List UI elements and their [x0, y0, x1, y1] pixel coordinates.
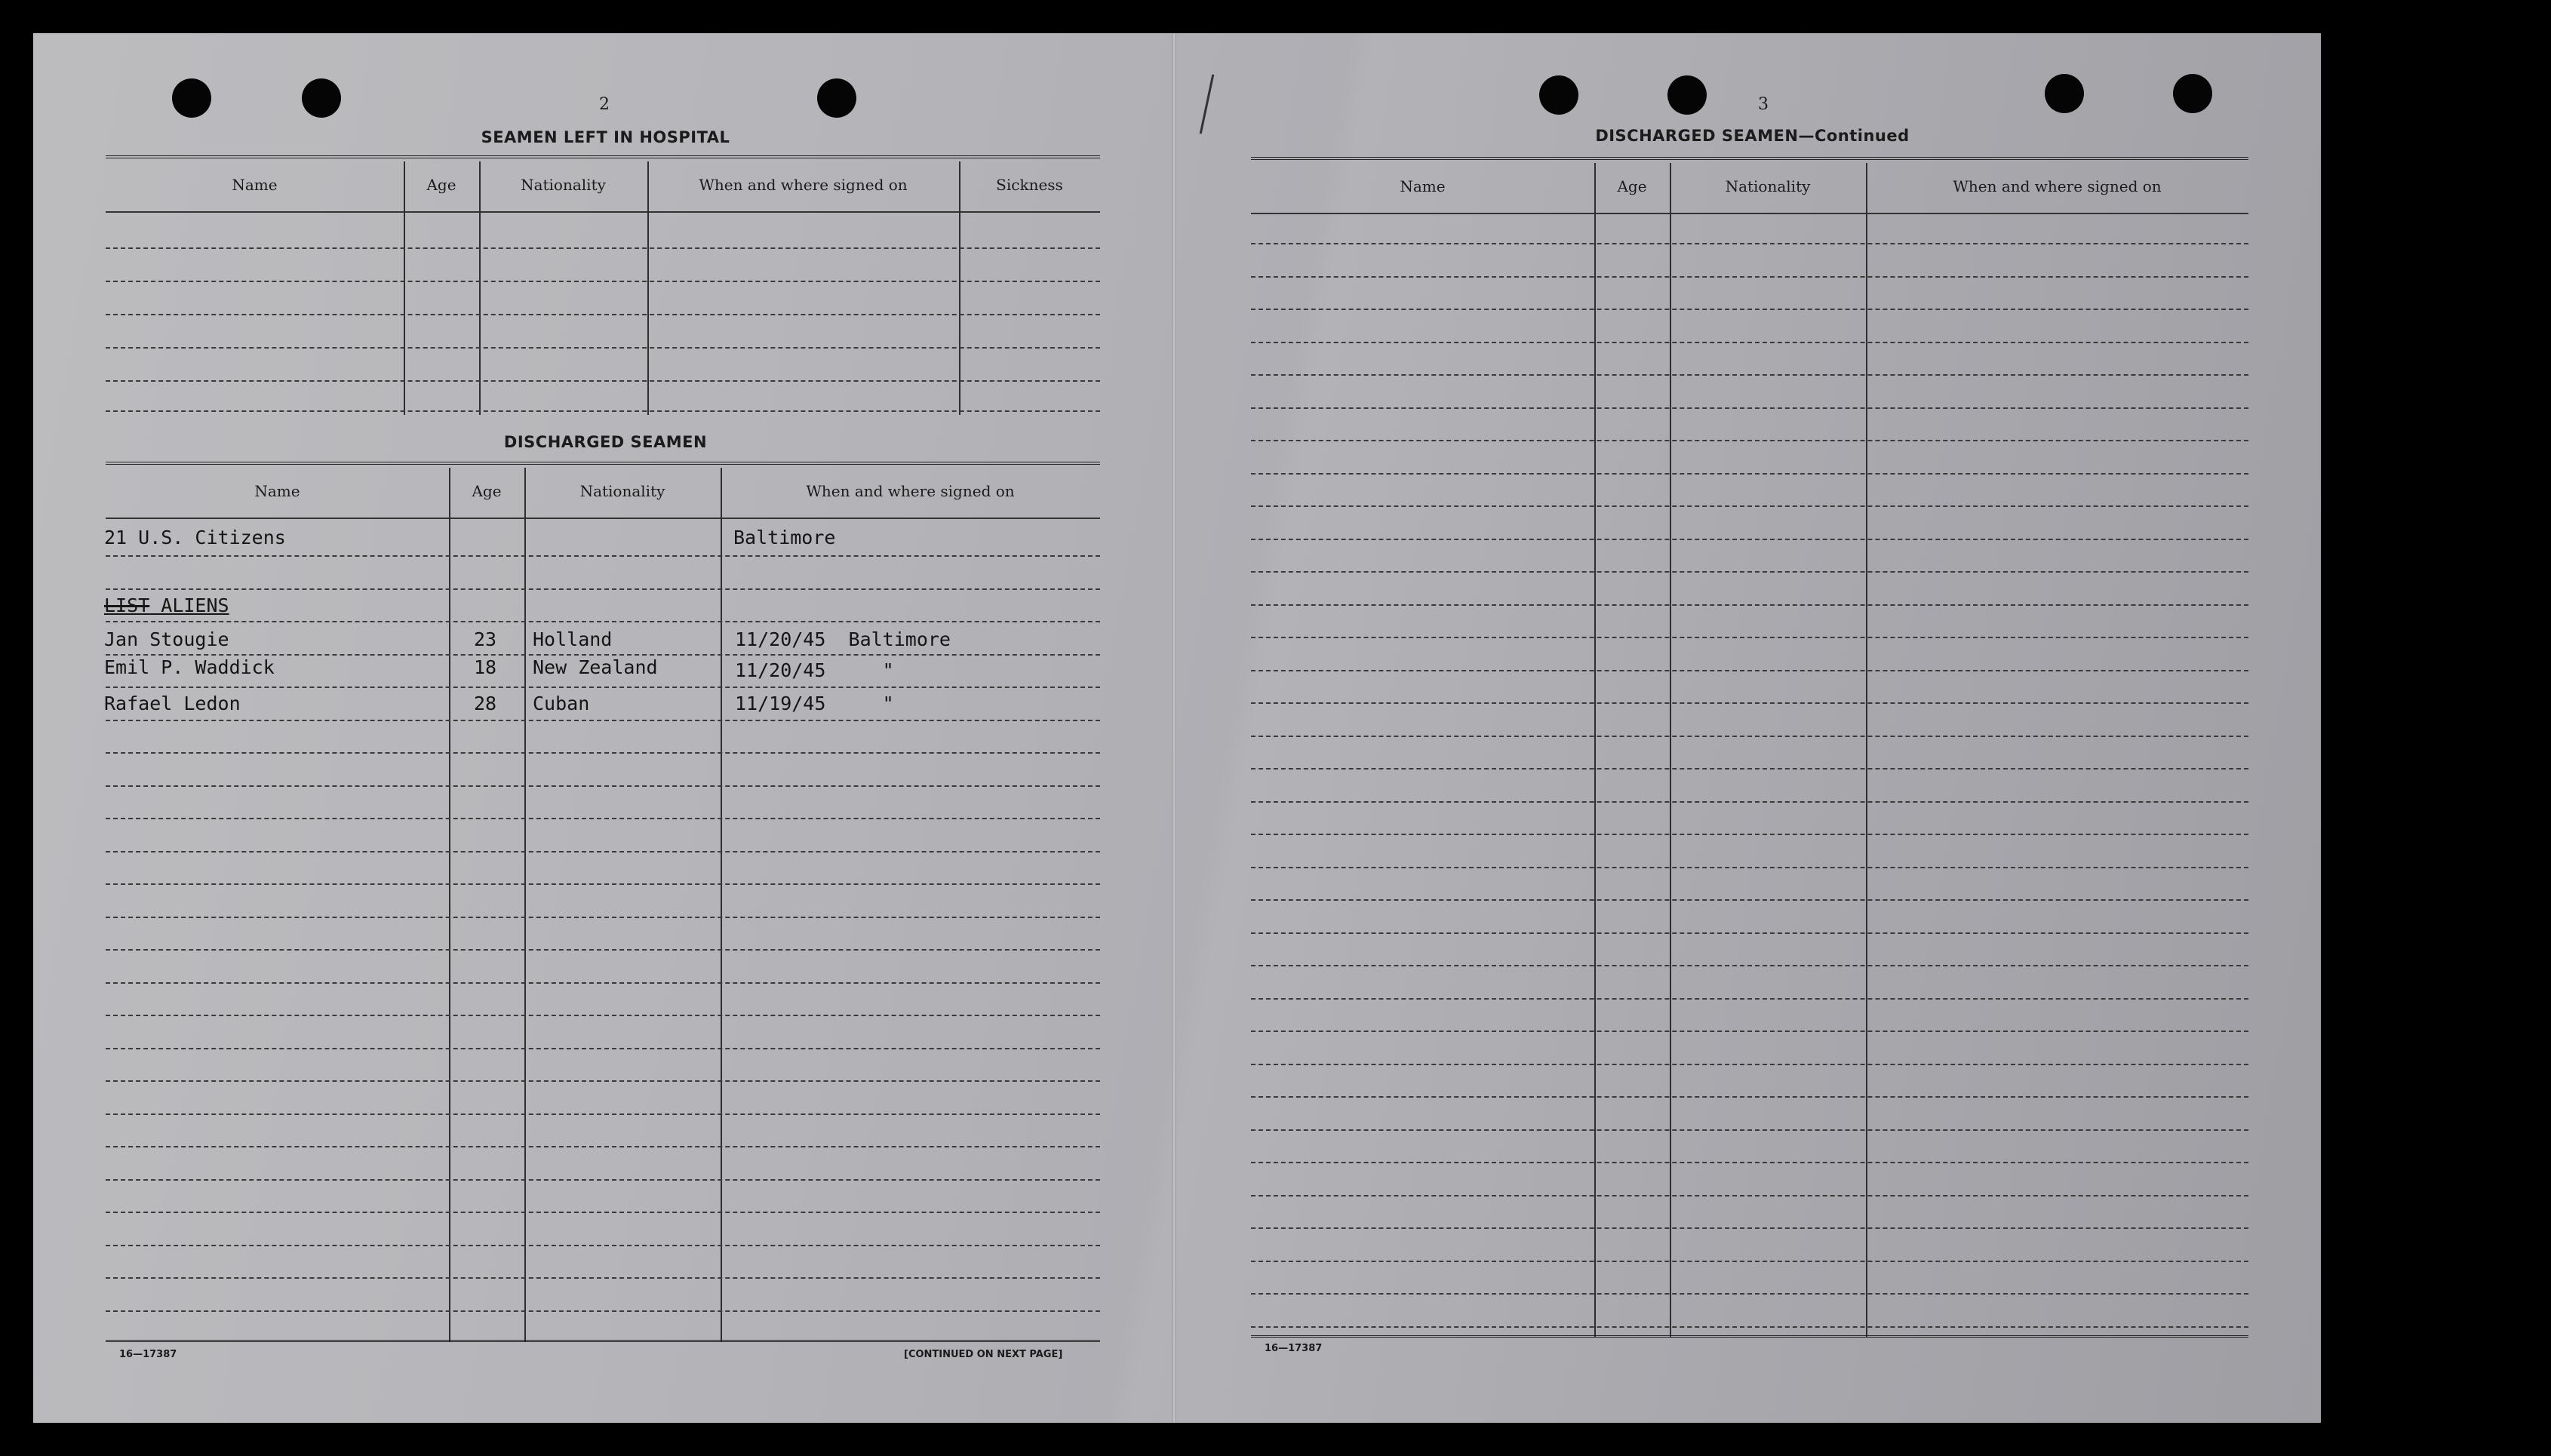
row-rule	[1251, 1195, 2248, 1196]
discharged-continued-title: DISCHARGED SEAMEN—Continued	[1595, 127, 1910, 145]
hospital-section-title: SEAMEN LEFT IN HOSPITAL	[481, 128, 730, 146]
column-divider	[959, 161, 960, 415]
table-bottom-rule	[1251, 1335, 2248, 1338]
row-rule	[1251, 407, 2248, 409]
row-rule	[106, 1179, 1100, 1181]
column-divider	[524, 468, 526, 1341]
row-rule	[1251, 932, 2248, 934]
row-rule	[1251, 1129, 2248, 1131]
column-divider	[449, 468, 450, 1341]
punch-hole	[1667, 75, 1707, 115]
cell-nationality: Cuban	[533, 693, 590, 714]
column-divider	[1866, 163, 1867, 1337]
col-header-signed-on: When and where signed on	[699, 176, 908, 194]
column-divider	[479, 161, 481, 415]
form-number: 16—17387	[1265, 1343, 1323, 1354]
row-rule	[1251, 1031, 2248, 1032]
row-rule	[1251, 801, 2248, 803]
struck-text: LIST	[104, 594, 150, 616]
discharged-table	[106, 462, 1100, 1341]
cell-name: Jan Stougie	[104, 628, 229, 650]
punch-hole	[302, 78, 341, 118]
row-rule	[1251, 539, 2248, 540]
row-rule	[1251, 1162, 2248, 1163]
row-rule	[106, 1048, 1100, 1049]
row-rule	[106, 347, 1100, 349]
row-rule	[1251, 998, 2248, 1000]
row-rule	[1251, 473, 2248, 475]
discharged-table-header	[106, 465, 1100, 519]
page-fold	[1172, 33, 1176, 1423]
row-rule	[1251, 505, 2248, 507]
row-rule	[106, 1310, 1100, 1312]
row-rule	[1251, 309, 2248, 310]
row-rule	[1251, 440, 2248, 441]
row-rule	[1251, 768, 2248, 769]
row-rule	[106, 1277, 1100, 1279]
column-divider	[404, 161, 405, 415]
row-rule	[1251, 1227, 2248, 1229]
row-rule	[1251, 1064, 2248, 1065]
hospital-table-header	[106, 158, 1100, 213]
row-rule	[106, 314, 1100, 315]
form-number: 16—17387	[119, 1349, 177, 1360]
row-rule	[1251, 1096, 2248, 1098]
column-divider	[1670, 163, 1671, 1337]
row-rule	[106, 588, 1100, 590]
discharged-continued-header	[1251, 160, 2248, 214]
row-rule	[1251, 867, 2248, 868]
cell-signed-on: 11/20/45 "	[735, 659, 894, 681]
row-rule	[106, 380, 1100, 382]
punch-hole	[172, 78, 211, 118]
cell-nationality: Holland	[533, 628, 613, 650]
page-number: 2	[599, 95, 610, 114]
discharged-continued-table	[1251, 157, 2248, 1337]
row-rule	[106, 752, 1100, 754]
row-rule	[106, 555, 1100, 557]
row-rule	[1251, 670, 2248, 671]
punch-hole	[2173, 74, 2212, 113]
row-rule	[106, 917, 1100, 918]
aliens-heading	[104, 594, 229, 616]
row-rule	[1251, 637, 2248, 638]
punch-hole	[817, 78, 856, 118]
cell-signed-on: 11/20/45 Baltimore	[735, 628, 951, 650]
row-rule	[1251, 571, 2248, 573]
row-rule	[106, 621, 1100, 622]
col-header-name: Name	[254, 482, 300, 500]
punch-hole	[2045, 74, 2084, 113]
col-header-signed-on: When and where signed on	[1953, 177, 2162, 195]
row-rule	[106, 851, 1100, 852]
row-rule	[106, 1080, 1100, 1082]
row-rule	[1251, 702, 2248, 704]
row-rule	[1251, 899, 2248, 901]
row-rule	[1251, 965, 2248, 966]
row-rule	[106, 720, 1100, 721]
col-header-age: Age	[1617, 177, 1647, 195]
col-header-age: Age	[472, 482, 502, 500]
row-rule	[1251, 342, 2248, 343]
row-rule	[106, 654, 1100, 656]
column-divider	[647, 161, 649, 415]
row-rule	[1251, 834, 2248, 835]
page-number: 3	[1758, 95, 1769, 114]
row-rule	[106, 1114, 1100, 1115]
row-rule	[106, 1146, 1100, 1147]
column-divider	[721, 468, 722, 1341]
cell-age: 18	[474, 656, 497, 678]
row-rule	[106, 982, 1100, 984]
col-header-nationality: Nationality	[579, 482, 665, 500]
col-header-name: Name	[232, 176, 278, 194]
cell-signed-on: 11/19/45 "	[735, 693, 894, 714]
row-rule	[106, 1015, 1100, 1016]
cell-age: 28	[474, 693, 497, 714]
row-rule	[1251, 243, 2248, 244]
row-rule	[106, 247, 1100, 249]
col-header-nationality: Nationality	[521, 176, 606, 194]
row-rule	[1251, 374, 2248, 376]
row-rule	[106, 785, 1100, 787]
row-rule	[1251, 1293, 2248, 1295]
cell-name: 21 U.S. Citizens	[104, 527, 286, 548]
table-bottom-rule	[106, 1340, 1100, 1342]
row-rule	[1251, 1261, 2248, 1262]
cell-nationality: New Zealand	[533, 656, 658, 678]
punch-hole	[1539, 75, 1578, 115]
hospital-table	[106, 155, 1100, 415]
heading-text: ALIENS	[149, 594, 229, 616]
row-rule	[106, 410, 1100, 412]
cell-signed-on: Baltimore	[733, 527, 836, 548]
row-rule	[1251, 276, 2248, 278]
cell-name: Emil P. Waddick	[104, 656, 275, 678]
discharged-section-title: DISCHARGED SEAMEN	[503, 433, 708, 451]
col-header-signed-on: When and where signed on	[806, 482, 1015, 500]
row-rule	[106, 818, 1100, 819]
column-divider	[1594, 163, 1596, 1337]
row-rule	[1251, 1326, 2248, 1328]
row-rule	[106, 883, 1100, 885]
col-header-nationality: Nationality	[1725, 177, 1811, 195]
cell-name: Rafael Ledon	[104, 693, 241, 714]
continued-note: [CONTINUED ON NEXT PAGE]	[904, 1349, 1063, 1360]
row-rule	[1251, 604, 2248, 606]
row-rule	[106, 949, 1100, 951]
row-rule	[1251, 736, 2248, 737]
col-header-age: Age	[426, 176, 456, 194]
cell-age: 23	[474, 628, 497, 650]
row-rule	[106, 281, 1100, 282]
row-rule	[106, 687, 1100, 688]
col-header-name: Name	[1400, 177, 1446, 195]
col-header-sickness: Sickness	[996, 176, 1063, 194]
row-rule	[106, 1212, 1100, 1213]
row-rule	[106, 1245, 1100, 1246]
